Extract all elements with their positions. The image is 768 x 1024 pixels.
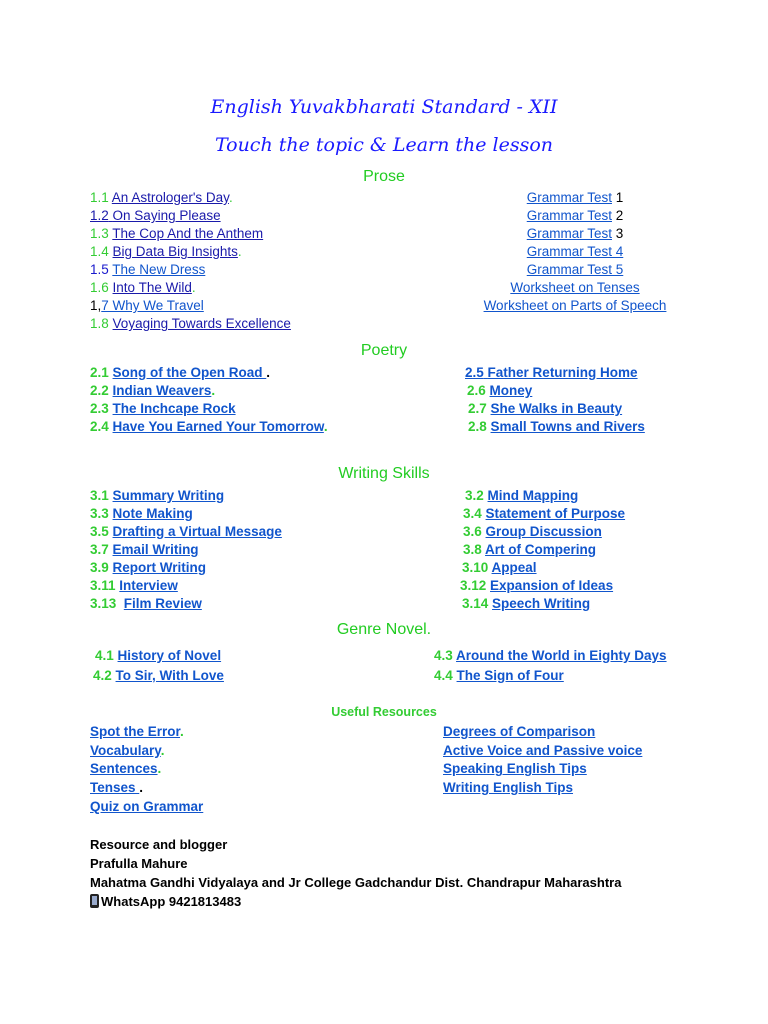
list-item: 3.10 Appeal: [462, 560, 537, 575]
lesson-link[interactable]: An Astrologer's Day: [111, 190, 229, 205]
poem-link[interactable]: Song of the Open Road: [112, 365, 267, 380]
list-item: 3.5 Drafting a Virtual Message: [90, 524, 282, 539]
poem-link[interactable]: Have You Earned Your Tomorrow: [112, 419, 324, 434]
grammar-test-link[interactable]: Grammar Test 4: [526, 244, 624, 259]
skill-link[interactable]: Appeal: [491, 560, 537, 575]
lesson-link[interactable]: The New Dress: [112, 262, 206, 277]
lesson-link[interactable]: The Cop And the Anthem: [112, 226, 264, 241]
author-name: Prafulla Mahure: [90, 856, 188, 871]
writing-skills-heading: Writing Skills: [338, 465, 430, 482]
page-subtitle: Touch the topic & Learn the lesson: [214, 134, 554, 156]
list-item: 2.8 Small Towns and Rivers: [468, 419, 645, 434]
list-item: 3.4 Statement of Purpose: [463, 506, 626, 521]
list-item: 3.12 Expansion of Ideas: [460, 578, 614, 593]
list-item: 2.2 Indian Weavers.: [90, 383, 216, 398]
mobile-phone-icon: [90, 894, 99, 908]
list-item: [470, 261, 680, 279]
novel-link[interactable]: To Sir, With Love: [115, 668, 224, 683]
grammar-test-link[interactable]: Grammar Test 5: [526, 262, 624, 277]
list-item: [90, 207, 291, 225]
poem-link[interactable]: Small Towns and Rivers: [490, 419, 645, 434]
list-item: 3.8 Art of Compering: [463, 542, 597, 557]
grammar-test-link[interactable]: Grammar Test: [526, 190, 612, 205]
author-school: Mahatma Gandhi Vidyalaya and Jr College Gadchandur Dist. Chandrapur Maharashtra: [90, 875, 622, 890]
list-item: 1.1 An Astrologer's Day.: [90, 190, 233, 205]
novel-link[interactable]: History of Novel: [117, 648, 222, 663]
useful-right-list: [443, 723, 642, 798]
list-item: 3.7 Email Writing: [90, 542, 199, 557]
list-item: 3.2 Mind Mapping: [465, 488, 579, 503]
list-item: 4.2 To Sir, With Love: [93, 668, 224, 683]
list-item: Tenses .: [90, 780, 144, 796]
useful-left-list: [90, 723, 203, 817]
list-item: 4.1 History of Novel: [95, 648, 222, 663]
prose-heading: Prose: [363, 168, 405, 185]
list-item: Vocabulary.: [90, 742, 165, 758]
author-role: Resource and blogger: [90, 837, 228, 852]
skill-link[interactable]: Speech Writing: [492, 596, 591, 611]
writing-left-list: [90, 487, 282, 613]
worksheet-link[interactable]: Worksheet on Parts of Speech: [483, 298, 667, 313]
novel-link[interactable]: The Sign of Four: [456, 668, 564, 683]
author-info: [90, 835, 621, 911]
list-item: 2.7 She Walks in Beauty: [468, 401, 623, 416]
lesson-link[interactable]: Into The Wild: [112, 280, 192, 295]
list-item: 3.9 Report Writing: [90, 560, 207, 575]
list-item: 2.3 The Inchcape Rock: [90, 401, 236, 416]
list-item: [470, 297, 680, 315]
list-item: 1,7 Why We Travel: [90, 298, 204, 313]
list-item: 3.3 Note Making: [90, 506, 193, 521]
prose-lessons-list: [90, 189, 291, 333]
list-item: [443, 723, 642, 742]
skill-link[interactable]: Report Writing: [112, 560, 207, 575]
skill-link[interactable]: Statement of Purpose: [485, 506, 626, 521]
genre-novel-heading: Genre Novel.: [336, 621, 432, 638]
list-item: 1.6 Into The Wild.: [90, 280, 196, 295]
novel-link[interactable]: Around the World in Eighty Days: [456, 648, 667, 663]
resource-link[interactable]: Quiz on Grammar: [90, 798, 204, 814]
poetry-heading: Poetry: [360, 342, 408, 359]
novel-right-list: [434, 646, 667, 686]
grammar-test-link[interactable]: Grammar Test: [526, 226, 612, 241]
resource-link[interactable]: Tenses: [90, 780, 140, 796]
poem-link[interactable]: The Inchcape Rock: [112, 401, 236, 416]
page-title: English Yuvakbharati Standard - XII: [210, 96, 558, 118]
skill-link[interactable]: Expansion of Ideas: [490, 578, 614, 593]
list-item: 1.8 Voyaging Towards Excellence: [90, 316, 291, 331]
skill-link[interactable]: Interview: [119, 578, 178, 593]
list-item: 1.5 The New Dress: [90, 262, 206, 277]
list-item: 4.4 The Sign of Four: [434, 668, 564, 683]
list-item: 3.1 Summary Writing: [90, 488, 225, 503]
list-item: Grammar Test 1: [526, 190, 624, 205]
whatsapp-contact: [90, 892, 621, 911]
skill-link[interactable]: Drafting a Virtual Message: [112, 524, 282, 539]
skill-link[interactable]: Art of Compering: [485, 542, 597, 557]
skill-link[interactable]: Mind Mapping: [487, 488, 579, 503]
whatsapp-number: WhatsApp 9421813483: [101, 894, 242, 909]
list-item: Grammar Test 2: [526, 208, 624, 223]
skill-link[interactable]: Summary Writing: [112, 488, 225, 503]
poem-link[interactable]: 2.5 Father Returning Home: [465, 365, 638, 380]
list-item: 1.4 Big Data Big Insights.: [90, 244, 242, 259]
resource-link[interactable]: Vocabulary: [90, 742, 161, 758]
list-item: 3.6 Group Discussion: [463, 524, 602, 539]
list-item: [443, 779, 642, 798]
worksheet-link[interactable]: Worksheet on Tenses: [510, 280, 640, 295]
resource-link[interactable]: Degrees of Comparison: [443, 724, 596, 739]
skill-link[interactable]: Group Discussion: [485, 524, 602, 539]
lesson-link[interactable]: Voyaging Towards Excellence: [112, 316, 291, 331]
list-item: [443, 760, 642, 779]
resource-link[interactable]: Sentences: [90, 761, 158, 777]
list-item: Grammar Test 3: [526, 226, 624, 241]
lesson-link[interactable]: 1.2 On Saying Please: [90, 208, 221, 223]
list-item: [470, 243, 680, 261]
list-item: 3.11 Interview: [90, 578, 178, 593]
lesson-link[interactable]: Big Data Big Insights: [112, 244, 238, 259]
resource-link[interactable]: Active Voice and Passive voice: [443, 742, 643, 758]
list-item: [443, 742, 642, 761]
skill-link[interactable]: Film Review: [123, 596, 202, 611]
list-item: [465, 364, 645, 382]
poetry-left-list: [90, 364, 328, 436]
writing-right-list: [462, 487, 625, 613]
list-item: 2.4 Have You Earned Your Tomorrow.: [90, 419, 328, 434]
skill-link[interactable]: Email Writing: [112, 542, 199, 557]
list-item: Spot the Error.: [90, 724, 184, 739]
resource-link[interactable]: Speaking English Tips: [443, 761, 587, 777]
list-item: 1.3 The Cop And the Anthem: [90, 226, 264, 241]
resource-link[interactable]: Writing English Tips: [443, 780, 574, 796]
list-item: 3.13 Film Review: [90, 596, 202, 611]
list-item: 2.6 Money: [467, 383, 533, 398]
useful-resources-heading: Useful Resources: [331, 705, 437, 719]
poem-link[interactable]: Money: [489, 383, 533, 398]
list-item: [90, 798, 203, 817]
poetry-right-list: [465, 364, 645, 436]
list-item: Sentences.: [90, 761, 162, 777]
lesson-link[interactable]: 7 Why We Travel: [101, 298, 204, 313]
poem-link[interactable]: She Walks in Beauty: [490, 401, 623, 416]
list-item: 4.3 Around the World in Eighty Days: [434, 648, 667, 663]
grammar-resources-list: [470, 189, 680, 315]
skill-link[interactable]: Note Making: [112, 506, 193, 521]
grammar-test-link[interactable]: Grammar Test: [526, 208, 612, 223]
list-item: [470, 279, 680, 297]
poem-link[interactable]: Indian Weavers: [112, 383, 212, 398]
list-item: 3.14 Speech Writing: [462, 596, 591, 611]
list-item: 2.1 Song of the Open Road .: [90, 365, 271, 380]
resource-link[interactable]: Spot the Error: [90, 724, 181, 739]
novel-left-list: [95, 646, 224, 686]
